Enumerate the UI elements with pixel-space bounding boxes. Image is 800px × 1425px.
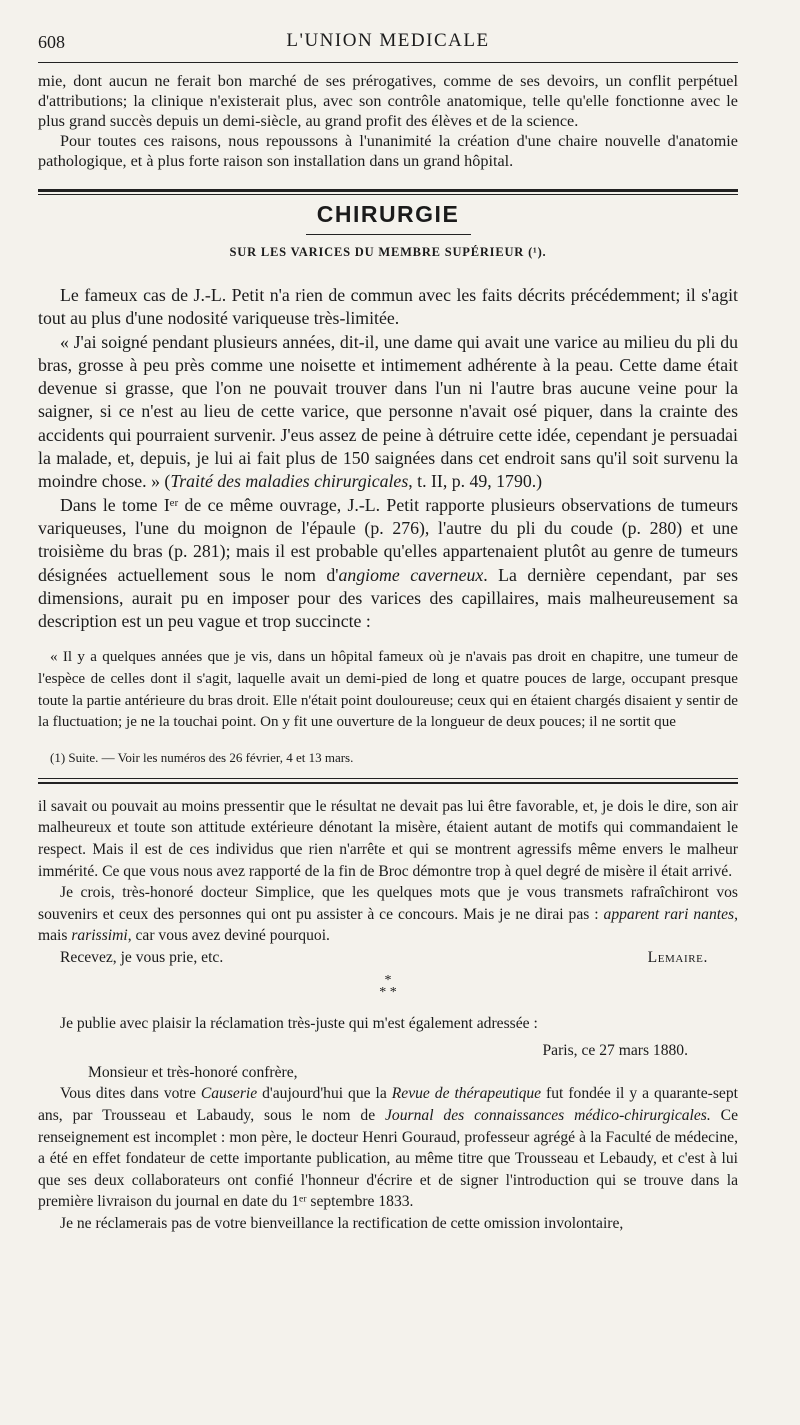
section-title: CHIRURGIE: [316, 201, 460, 227]
article-title: SUR LES VARICES DU MEMBRE SUPÉRIEUR (¹).: [229, 245, 547, 259]
paragraph: [38, 494, 738, 634]
title-rule: [306, 234, 471, 235]
paragraph-text: , car vous avez deviné pourquoi.: [127, 927, 330, 945]
paragraph-text: Ce renseignement est incomplet : mon père, le docteur Henri Gouraud, professeur agrégé à la Faculté de médecine, a été en effet fondateur de cette importante publication, au même titre que Trousseau et Lebaudy, et c'est à lui que ses deux collaborateurs ont confié l'honneur d'écrire et de signer l'introduction qui se trouve dans la première livraison du journal en date du 1ᵉʳ septembre 1833.: [38, 1106, 738, 1211]
block-quote: [38, 647, 738, 733]
article-body: [38, 284, 738, 633]
paragraph-text: Vous dites dans votre: [60, 1085, 201, 1103]
paragraph: Je publie avec plaisir la réclamation très-juste qui m'est également adressée :: [60, 1014, 538, 1032]
italic-term: angiome caverneux: [338, 564, 484, 585]
running-title: L'UNION MEDICALE: [286, 30, 490, 51]
letter-date: Paris, ce 27 mars 1880.: [542, 1042, 688, 1060]
column-divider: [38, 778, 738, 784]
italic-phrase: Journal des connaissances médico-chirurgicales.: [385, 1106, 711, 1124]
closing-formula: Recevez, je vous prie, etc.: [60, 948, 224, 966]
letter-salutation: Monsieur et très-honoré confrère,: [88, 1063, 298, 1081]
section-divider: [38, 189, 738, 195]
previous-article-end: [38, 71, 738, 171]
paragraph-text: , mais: [38, 905, 738, 945]
page-number: 608: [38, 32, 65, 52]
paragraph-text: . La dernière cependant, par ses dimensions, aurait pu en imposer pour des varices des capillaires, mais malheureusement sa description est un peu vague et trop succincte :: [38, 564, 738, 632]
italic-phrase: apparent rari nantes: [603, 905, 735, 923]
italic-phrase: Revue de thérapeutique: [391, 1085, 542, 1103]
header-rule: [38, 62, 738, 63]
paragraph: Je ne réclamerais pas de votre bienveillance la rectification de cette omission involontaire,: [60, 1214, 624, 1232]
paragraph-text: d'aujourd'hui que la: [257, 1085, 392, 1103]
paragraph-text: Je crois, très-honoré docteur Simplice, que les quelques mots que je vous transmets rafraîchiront vos souvenirs et ceux des personnes qui ont pu assister à ce concours. Mais je ne dirai pas :: [38, 884, 738, 923]
paragraph: mie, dont aucun ne ferait bon marché de ses prérogatives, comme de ses devoirs, un conflit perpétuel d'attributions; la clinique n'existerait plus, avec son contrôle anatomique, telle qu'elle fonctionne avec le plus grand succès depuis un demi-siècle, au grand profit des élèves et de la science.: [38, 72, 738, 130]
paragraph-text: fut fondée il y a quarante-sept ans, par Trousseau et Labaudy, sous le nom de: [38, 1085, 738, 1124]
citation-tail: , t. II, p. 49, 1790.): [408, 471, 543, 492]
asterism: * * *: [379, 972, 397, 1000]
italic-phrase: Causerie: [200, 1085, 258, 1103]
page-header: [38, 22, 738, 60]
paragraph: [38, 1083, 738, 1213]
paragraph-text: « J'ai soigné pendant plusieurs années, dit-il, une dame qui avait une varice au milieu du pli du bras, grosse à peu près comme une noisette et intimement adhérente à la peau. Cette dame était devenue si grasse, que l'on ne pouvait trouver dans l'un ni l'autre bras aucune veine pour la saigner, si ce n'est au lieu de cette varice, que personne n'avait osé piquer, dans la crainte des accidents qui pourraient survenir. J'eus assez de peine à détruire cette idée, cependant je persuadai la malade, et, depuis, je lui ai fait plus de 150 saignées dans cet endroit sans qu'il soit survenu la moindre chose. » (: [38, 331, 738, 492]
signature: Lemaire.: [647, 948, 708, 966]
italic-phrase: rarissimi: [71, 927, 128, 945]
paragraph: Pour toutes ces raisons, nous repoussons à l'unanimité la création d'une chaire nouvelle d'anatomie pathologique, et à plus forte raison son installation dans un grand hôpital.: [38, 132, 738, 170]
paragraph: Le fameux cas de J.-L. Petit n'a rien de commun avec les faits décrits précédemment; il s'agit tout au plus d'une nodosité variqueuse très-limitée.: [38, 285, 738, 329]
paragraph: [38, 331, 738, 494]
footnote: (1) Suite. — Voir les numéros des 26 février, 4 et 13 mars.: [50, 749, 354, 765]
paragraph-text: Dans le tome Iᵉʳ de ce même ouvrage, J.-L. Petit rapporte plusieurs observations de tumeurs variqueuses, l'une du moignon de l'épaule (p. 276), l'autre du pli du coude (p. 280) et une troisième du bras (p. 281); mais il est probable qu'elles appartenaient plutôt au genre de tumeurs désignées actuellement sous le nom d': [38, 494, 738, 585]
closing-line: [38, 947, 738, 969]
paragraph: il savait ou pouvait au moins pressentir que le résultat ne devait pas lui être favorable, et, je dois le dire, son air malheureux et toute son attitude extérieure dénotant la misère, étaient autant de motifs qui commandaient le respect. Mais il est de ces individus que rien n'arrête et qui se montrent agressifs même envers le malheur immérité. Ce que vous nous avez rapporté de la fin de Broc démontre trop à quel degré de misère il était arrivé.: [38, 797, 738, 880]
quote-text: « Il y a quelques années que je vis, dans un hôpital fameux où je n'avais pas droit en chapitre, une tumeur de l'espèce de celles dont il s'agit, laquelle avait un demi-pied de long et quatre pouces de large, occupant presque toute la partie antérieure du bras droit. Elle n'était point douloureuse; ceux qui en étaient chargés disaient y sentir de la fluctuation; je ne la touchai point. On y fit une ouverture de la longueur de deux pouces; il ne sortit que: [38, 649, 738, 731]
paragraph: [38, 882, 738, 947]
citation-title: Traité des maladies chirurgicales: [170, 471, 409, 492]
feuilleton: [38, 796, 738, 1235]
